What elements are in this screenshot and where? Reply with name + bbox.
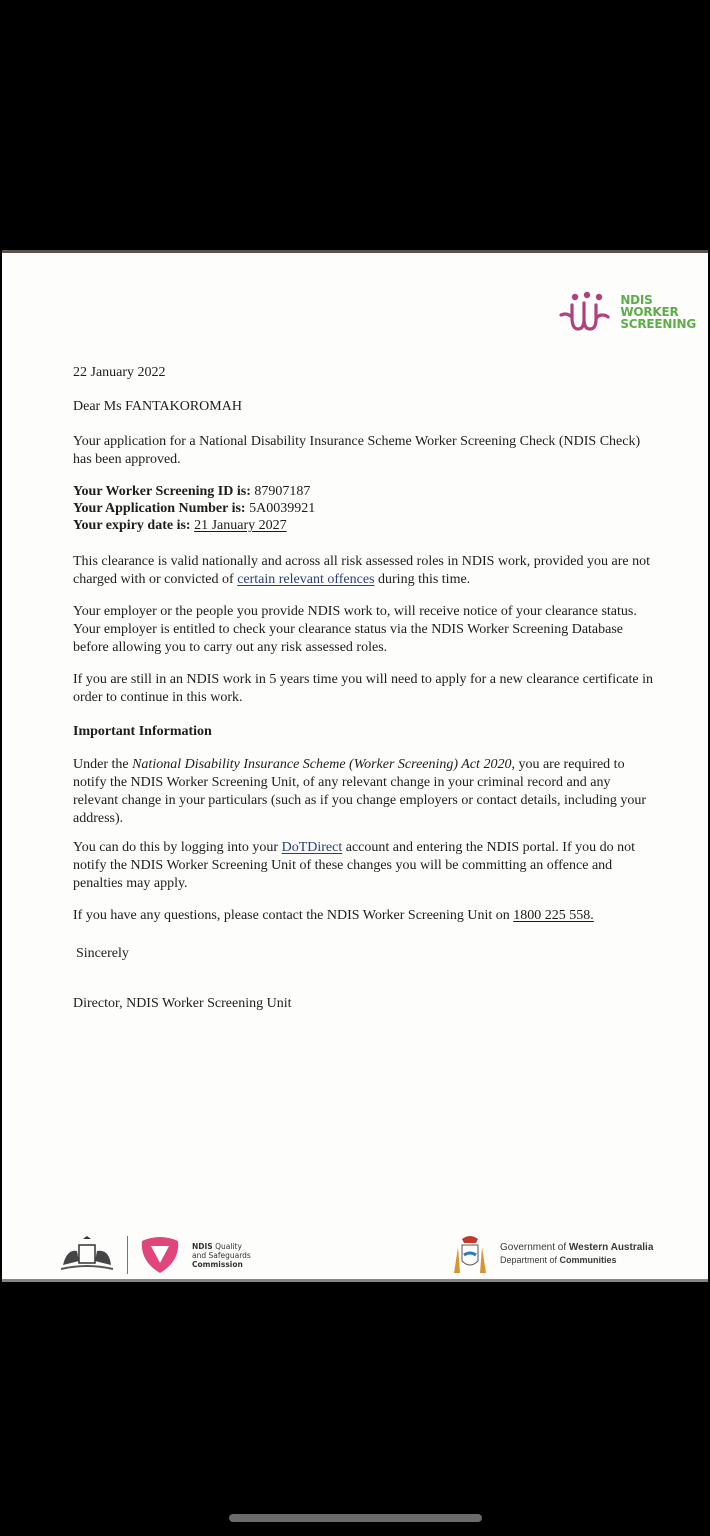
employer-paragraph: Your employer or the people you provide NDIS work to, will receive notice of your clearance status. Your employer is entitled to check your clearance status via the NDIS Worker Screening Database before allowing you to carry out any risk assessed roles.	[73, 604, 637, 655]
application-number-line	[73, 500, 653, 518]
qsc-safeguards: and Safeguards	[192, 1250, 251, 1260]
qsc-quality: Quality	[212, 1241, 242, 1251]
wa-gov-name: Western Australia	[568, 1242, 654, 1253]
wa-dept-prefix: Department of	[500, 1255, 560, 1265]
clearance-paragraph	[73, 553, 653, 589]
closing: Sincerely	[76, 946, 129, 961]
wa-gov-prefix: Government of	[500, 1242, 569, 1253]
home-indicator[interactable]	[229, 1514, 482, 1522]
clearance-text-end: during this time.	[378, 572, 471, 587]
worker-id-value: 87907187	[254, 484, 311, 499]
contact-text: If you have any questions, please contact the NDIS Worker Screening Unit on	[73, 908, 510, 923]
application-number-value: 5A0039921	[249, 501, 316, 516]
logo-line-ndis: NDIS	[620, 293, 653, 307]
worker-figures-icon	[558, 291, 616, 333]
signatory: Director, NDIS Worker Screening Unit	[73, 996, 292, 1011]
expiry-date-line	[73, 517, 653, 535]
worker-id-label: Your Worker Screening ID is:	[73, 484, 251, 499]
wa-coat-of-arms-icon	[450, 1233, 490, 1275]
act-paragraph	[73, 756, 653, 828]
expiry-date-label: Your expiry date is:	[73, 518, 191, 533]
portal-text-start: You can do this by logging into your	[73, 840, 279, 855]
important-information-heading: Important Information	[73, 724, 212, 739]
ndis-quality-safeguards-icon	[138, 1235, 182, 1275]
relevant-offences-link[interactable]: certain relevant offences	[237, 572, 375, 587]
letter-date: 22 January 2022	[73, 365, 166, 380]
coat-of-arms-icon	[57, 1235, 117, 1275]
qsc-text	[192, 1242, 251, 1269]
contact-phone[interactable]: 1800 225 558.	[513, 908, 594, 923]
clearance-text: This clearance is valid nationally and across all risk assessed roles in NDIS work, provided you are not charged with or convicted of	[73, 554, 650, 587]
letter-paper	[2, 250, 708, 1282]
qsc-ndis: NDIS	[192, 1241, 213, 1251]
wa-dept-name: Communities	[559, 1255, 617, 1265]
application-number-label: Your Application Number is:	[73, 501, 246, 516]
footer-right-logo	[450, 1233, 653, 1275]
act-text-end: , you are required to notify the NDIS Worker Screening Unit, of any relevant change in your criminal record and any relevant change in your particulars (such as if you change employers or contact details, including your address).	[73, 757, 647, 826]
contact-paragraph	[73, 907, 653, 925]
portal-paragraph	[73, 839, 653, 893]
intro-paragraph: Your application for a National Disability Insurance Scheme Worker Screening Check (NDIS Check) has been approved.	[73, 434, 641, 467]
qsc-commission: Commission	[192, 1259, 243, 1269]
act-name: National Disability Insurance Scheme (Worker Screening) Act 2020	[132, 757, 512, 772]
ndis-worker-screening-logo	[558, 291, 696, 333]
worker-id-line	[73, 483, 653, 501]
portal-text-end: account and entering the NDIS portal. If you do not notify the NDIS Worker Screening Unit of these changes you will be committing an offence and penalties may apply.	[73, 840, 636, 891]
act-text-start: Under the	[73, 757, 129, 772]
expiry-date-value: 21 January 2027	[194, 518, 287, 533]
logo-line-worker: WORKER	[620, 305, 679, 319]
dotdirect-link[interactable]: DoTDirect	[281, 840, 343, 855]
wa-government-text	[500, 1242, 653, 1266]
footer-left-logos	[57, 1235, 251, 1275]
logo-divider	[127, 1236, 128, 1274]
salutation: Dear Ms FANTAKOROMAH	[73, 399, 242, 414]
logo-line-screening: SCREENING	[620, 317, 696, 331]
renewal-paragraph: If you are still in an NDIS work in 5 years time you will need to apply for a new clearance certificate in order to continue in this work.	[73, 672, 654, 705]
